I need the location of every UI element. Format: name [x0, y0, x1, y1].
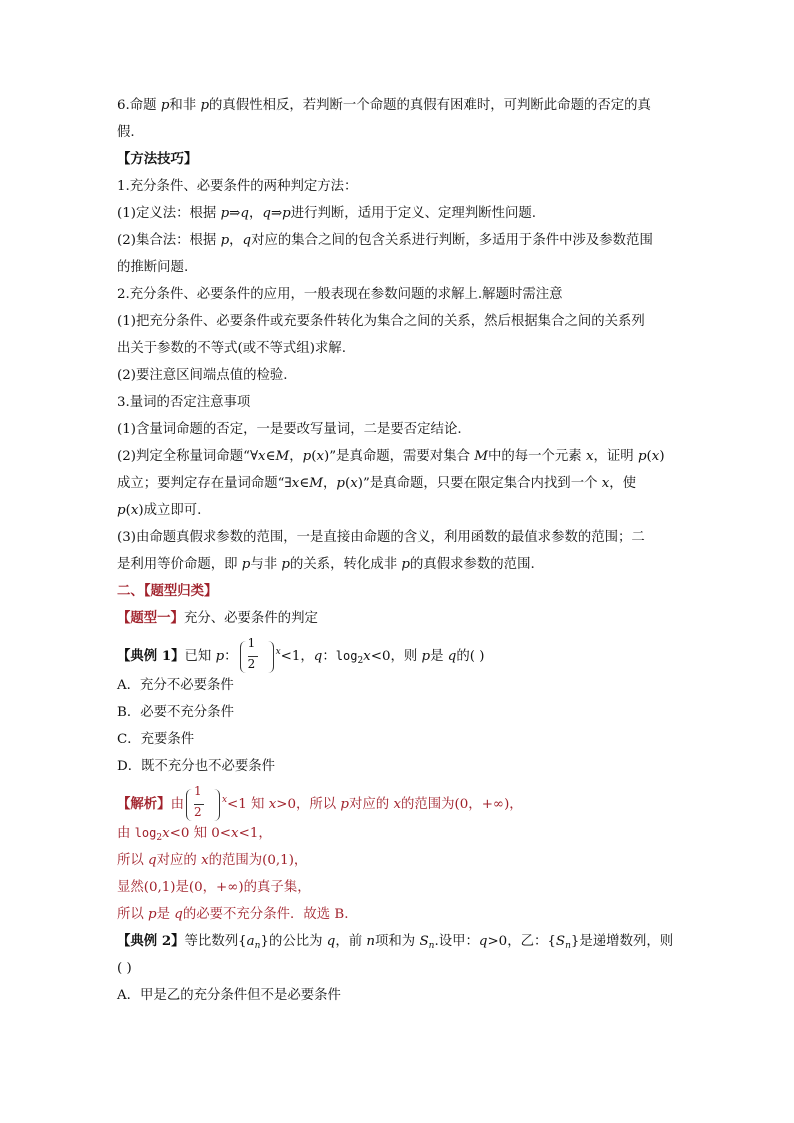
text: ) — [659, 449, 665, 464]
text: )”是真命题，只要在限定集合内找到一个 — [357, 476, 602, 491]
fraction-numerator: 1 — [247, 635, 256, 650]
text: 是利用等价命题，即 — [117, 557, 242, 572]
math-var: p — [282, 206, 291, 221]
text: (2)判定全称量词命题“∀ — [117, 449, 259, 464]
subscript: n — [428, 941, 435, 951]
fraction-numerator: 1 — [193, 783, 202, 798]
text: (1)定义法：根据 — [117, 206, 221, 221]
text: ( — [311, 449, 317, 464]
text: 1.充分条件、必要条件的两种判定方法： — [117, 179, 358, 194]
text: 假. — [117, 125, 135, 140]
paragraph-line — [117, 497, 685, 524]
text: 对应的 — [156, 853, 202, 868]
paragraph-line — [117, 443, 685, 470]
math-var: x — [393, 797, 401, 812]
text: 的真假求参数的范围. — [409, 557, 535, 572]
text: ( — [344, 476, 351, 491]
text: 由 — [117, 826, 135, 841]
text: ，前 — [335, 934, 367, 949]
text: <0，则 — [370, 649, 422, 664]
text: )”是真命题，需要对集合 — [324, 449, 475, 464]
text: 对应的 — [349, 797, 394, 812]
option-a — [117, 672, 685, 699]
subscript: n — [565, 941, 571, 951]
math-var: x — [162, 826, 170, 841]
math-var: p — [220, 206, 230, 221]
math-var: x — [601, 476, 610, 491]
text: ， — [229, 233, 243, 248]
solution-line — [117, 901, 685, 928]
exponent: x — [275, 647, 281, 657]
paragraph-line — [117, 955, 685, 982]
text: ， — [323, 476, 337, 491]
math-var: x — [651, 449, 660, 464]
text: 的范围为(0,1)， — [208, 853, 308, 868]
option-b — [117, 699, 685, 726]
text: 是 — [430, 649, 448, 664]
text: >0，所以 — [276, 797, 341, 812]
text: )成立即可. — [138, 503, 202, 518]
text: 的范围为(0，+∞)， — [401, 797, 523, 812]
text: 的真假性相反，若判断一个命题的真假有困难时，可判断此命题的否定的真 — [209, 98, 651, 113]
math-var: p — [117, 503, 126, 518]
text: 项和为 — [375, 934, 420, 949]
text: }是递增数列，则 — [570, 934, 674, 949]
math-var: q — [447, 649, 457, 664]
math-var: q — [174, 907, 183, 922]
math-var: M — [474, 449, 488, 464]
paragraph-line — [117, 335, 685, 362]
math-var: x — [350, 476, 358, 491]
math-log: log — [335, 649, 358, 663]
solution-line — [117, 820, 685, 847]
text: 6.命题 — [117, 98, 161, 113]
subscript: 2 — [156, 833, 163, 843]
paren-right — [213, 789, 220, 821]
paragraph-line — [117, 200, 685, 227]
text: ： — [322, 649, 336, 664]
text: (1)把充分条件、必要条件或充要条件转化为集合之间的关系，然后根据集合之间的关系列 — [117, 314, 645, 329]
document-body — [117, 92, 685, 1009]
text: 是 — [156, 907, 175, 922]
text: ， — [289, 449, 303, 464]
option-a — [117, 982, 685, 1009]
type-heading — [117, 605, 685, 632]
paragraph-line — [117, 362, 685, 389]
example-label: 【典例 1】 — [117, 648, 185, 664]
subscript: n — [254, 941, 261, 951]
option-text: A．甲是乙的充分条件但不是必要条件 — [117, 988, 341, 1003]
paragraph-line — [117, 119, 685, 146]
text: 对应的集合之间的包含关系进行判断，多适用于条件中涉及参数范围 — [251, 233, 653, 248]
example-1-question — [117, 632, 685, 672]
option-c — [117, 726, 685, 753]
section-heading-method — [117, 146, 685, 173]
paragraph-line — [117, 416, 685, 443]
math-var: p — [302, 449, 312, 464]
solution-line — [117, 780, 685, 820]
text: 的必要不充分条件．故选 B. — [182, 907, 349, 922]
text: 已知 — [184, 649, 216, 664]
math-var: q — [262, 206, 271, 221]
paragraph-line — [117, 254, 685, 281]
paren-left — [186, 789, 193, 821]
math-var: x — [231, 826, 239, 841]
math-var: x — [268, 797, 277, 812]
math-var: M — [309, 476, 323, 491]
text: 出关于参数的不等式(或不等式组)求解. — [117, 341, 346, 356]
text: ( ) — [117, 961, 132, 976]
text: 和非 — [169, 98, 201, 113]
math-var: p — [241, 557, 251, 572]
solution-label: 【解析】 — [117, 796, 171, 812]
math-var: p — [401, 557, 410, 572]
math-var: p — [336, 476, 345, 491]
text: 进行判断，适用于定义、定理判断性问题. — [290, 206, 537, 221]
solution-line — [117, 847, 685, 874]
math-var: p — [340, 797, 349, 812]
type-title: 充分、必要条件的判定 — [183, 611, 318, 626]
text: ，证明 — [593, 449, 638, 464]
math-var: n — [366, 934, 376, 949]
math-symbol: ∈ — [265, 449, 276, 464]
option-text: A．充分不必要条件 — [117, 678, 234, 693]
text: 2.充分条件、必要条件的应用，一般表现在参数问题的求解上.解题时需注意 — [117, 287, 563, 302]
math-var: q — [242, 233, 252, 248]
option-d — [117, 753, 685, 780]
example-label: 【典例 2】 — [117, 933, 185, 949]
text: <0 知 0< — [169, 826, 232, 841]
exponent: x — [221, 795, 228, 805]
text: (2)要注意区间端点值的检验. — [117, 368, 288, 383]
fraction-denominator: 2 — [193, 804, 202, 819]
text: ： — [224, 649, 238, 664]
text: ， — [248, 206, 263, 221]
text: 所以 — [117, 907, 149, 922]
text: 的关系，转化成非 — [289, 557, 402, 572]
text: <1 知 — [227, 797, 269, 812]
math-symbol: ⇒ — [229, 206, 241, 221]
text: 成立；要判定存在量词命题“∃ — [117, 476, 292, 491]
subscript: 2 — [357, 656, 364, 666]
paragraph-line — [117, 524, 685, 551]
paragraph-line — [117, 551, 685, 578]
math-var: p — [200, 98, 210, 113]
option-text: B．必要不充分条件 — [117, 705, 234, 720]
section-heading-types — [117, 578, 685, 605]
option-text: C．充要条件 — [117, 732, 195, 747]
math-symbol: ⇒ — [270, 206, 283, 221]
math-symbol: ∈ — [299, 476, 310, 491]
text: }的公比为 — [260, 934, 327, 949]
paragraph-line — [117, 173, 685, 200]
paren-right — [267, 641, 274, 673]
text: 所以 — [117, 853, 149, 868]
math-var: p — [220, 233, 230, 248]
paragraph-line — [117, 308, 685, 335]
example-2-question — [117, 928, 685, 955]
text: 的推断问题. — [117, 260, 189, 275]
math-var: q — [326, 934, 336, 949]
math-var: p — [160, 98, 170, 113]
solution-line — [117, 874, 685, 901]
text: <1， — [238, 826, 272, 841]
math-var: x — [291, 476, 300, 491]
text: (3)由命题真假求参数的范围，一是直接由命题的含义，利用函数的最值求参数的范围；二 — [117, 530, 645, 545]
text: <1， — [280, 649, 314, 664]
fraction-one-half — [186, 783, 220, 823]
text: ( — [125, 503, 131, 518]
text: >0，乙：{ — [487, 934, 556, 949]
math-var: p — [421, 649, 431, 664]
math-var: q — [313, 649, 323, 664]
text: 显然(0,1)是(0，+∞)的真子集， — [117, 880, 311, 895]
fraction-one-half — [240, 635, 274, 675]
paragraph-line — [117, 389, 685, 416]
math-var: x — [201, 853, 209, 868]
math-var: x — [130, 503, 139, 518]
math-var: x — [258, 449, 266, 464]
math-var: q — [148, 853, 157, 868]
text: (2)集合法：根据 — [117, 233, 221, 248]
heading-text: 【方法技巧】 — [117, 151, 198, 167]
text: 3.量词的否定注意事项 — [117, 395, 251, 410]
math-var: q — [478, 934, 488, 949]
text: 的( ) — [456, 649, 485, 664]
math-var: q — [240, 206, 249, 221]
text: 等比数列{ — [184, 934, 247, 949]
paragraph-line — [117, 227, 685, 254]
math-var: p — [215, 649, 225, 664]
type-label: 【题型一】 — [117, 610, 184, 626]
paren-left — [240, 641, 247, 673]
option-text: D．既不充分也不必要条件 — [117, 759, 276, 774]
text: 由 — [170, 797, 184, 812]
math-var: x — [363, 649, 371, 664]
paragraph-line — [117, 92, 685, 119]
math-var: x — [316, 449, 324, 464]
text: .设甲： — [434, 934, 479, 949]
math-var: p — [148, 907, 157, 922]
text: 与非 — [250, 557, 282, 572]
math-var: S — [419, 934, 429, 949]
math-var: S — [555, 934, 566, 949]
text: (1)含量词命题的否定，一是要改写量词，二是要否定结论. — [117, 422, 462, 437]
math-var: a — [246, 934, 255, 949]
math-log: log — [134, 826, 157, 840]
paragraph-line — [117, 281, 685, 308]
math-var: x — [585, 449, 594, 464]
heading-text: 二、【题型归类】 — [117, 583, 218, 599]
paragraph-line — [117, 470, 685, 497]
math-var: p — [637, 449, 647, 464]
text: ( — [646, 449, 652, 464]
fraction-denominator: 2 — [247, 656, 256, 671]
text: 中的每一个元素 — [487, 449, 586, 464]
math-var: p — [281, 557, 290, 572]
math-var: M — [275, 449, 290, 464]
text: ，使 — [609, 476, 637, 491]
